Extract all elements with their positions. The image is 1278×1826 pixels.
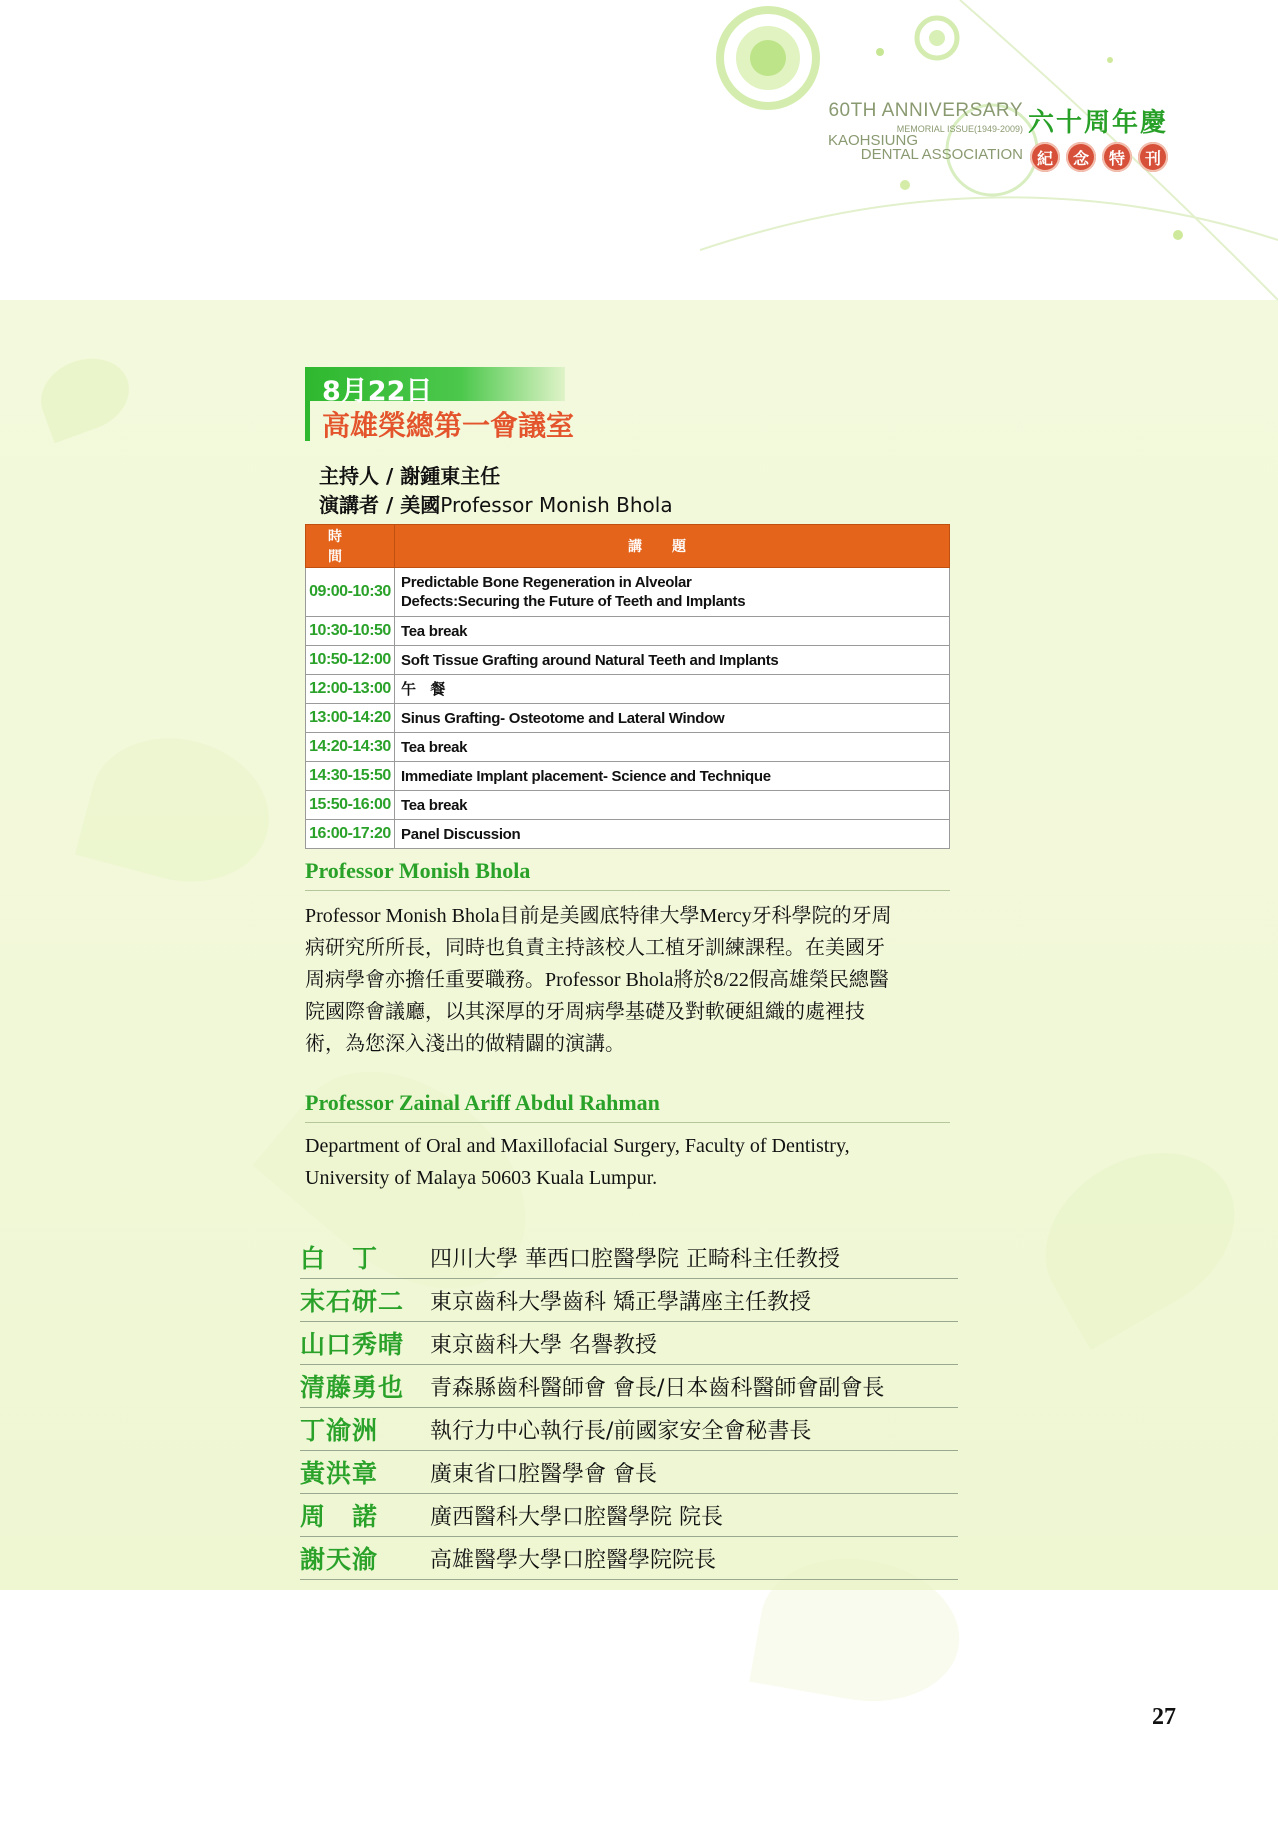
header-en-line3: KAOHSIUNG <box>828 132 919 149</box>
header-chinese-title: 六十周年慶 <box>1028 108 1169 138</box>
stamp-char: 紀 <box>1030 142 1060 172</box>
stamp-char: 特 <box>1102 142 1132 172</box>
row-topic: Immediate Implant placement- Science and Technique <box>395 762 950 791</box>
speaker-prefix: 演講者 / 美國 <box>319 493 441 517</box>
row-topic: Panel Discussion <box>395 820 950 849</box>
row-topic: 午 餐 <box>395 675 950 704</box>
bio1-line: Professor Monish Bhola目前是美國底特律大學Mercy牙科學院的牙周 <box>305 905 892 927</box>
list-item <box>300 1451 958 1494</box>
guest-name: 清藤勇也 <box>300 1373 405 1402</box>
bio1-rule <box>305 890 950 891</box>
list-item <box>300 1408 958 1451</box>
row-topic: Sinus Grafting- Osteotome and Lateral Window <box>395 704 950 733</box>
table-row <box>306 704 950 733</box>
row-time: 10:30-10:50 <box>306 617 395 646</box>
list-item <box>300 1236 958 1279</box>
guest-title: 高雄醫學大學口腔醫學院院長 <box>430 1547 717 1573</box>
bio2-rule <box>305 1122 950 1123</box>
schedule-table <box>305 524 950 849</box>
table-row <box>306 820 950 849</box>
session-speaker <box>319 489 673 518</box>
stamp-char: 念 <box>1066 142 1096 172</box>
guest-title: 廣西醫科大學口腔醫學院 院長 <box>430 1504 723 1530</box>
header-time: 時間 <box>306 525 395 568</box>
guest-title: 四川大學 華西口腔醫學院 正畸科主任教授 <box>430 1246 840 1272</box>
row-topic: Tea break <box>395 617 950 646</box>
row-time: 15:50-16:00 <box>306 791 395 820</box>
topic-line: Defects:Securing the Future of Teeth and Implants <box>401 593 746 610</box>
page-number: 27 <box>1152 1704 1176 1730</box>
table-row <box>306 675 950 704</box>
table-row <box>306 646 950 675</box>
row-time: 13:00-14:20 <box>306 704 395 733</box>
bio2-line: University of Malaya 50603 Kuala Lumpur. <box>305 1167 658 1189</box>
table-row <box>306 617 950 646</box>
session-host: 主持人 / 謝鍾東主任 <box>319 464 501 488</box>
header-english-title <box>798 100 1023 163</box>
guest-name: 周 諾 <box>300 1502 379 1531</box>
row-time: 14:30-15:50 <box>306 762 395 791</box>
guest-title: 東京齒科大學 名譽教授 <box>430 1332 657 1358</box>
guest-name: 謝天渝 <box>300 1545 379 1574</box>
bio1-text <box>305 900 953 1060</box>
row-topic: Tea break <box>395 791 950 820</box>
bio1-line: 術，為您深入淺出的做精闢的演講。 <box>305 1033 625 1055</box>
guest-list <box>300 1236 958 1580</box>
row-topic: Tea break <box>395 733 950 762</box>
session-date: 8月22日 <box>322 376 433 407</box>
guest-title: 廣東省口腔醫學會 會長 <box>430 1461 657 1487</box>
bio2-title: Professor Zainal Ariff Abdul Rahman <box>305 1090 660 1115</box>
speaker-name: Professor Monish Bhola <box>440 493 673 517</box>
guest-name: 山口秀晴 <box>300 1330 405 1359</box>
list-item <box>300 1322 958 1365</box>
row-time: 10:50-12:00 <box>306 646 395 675</box>
table-row <box>306 762 950 791</box>
table-row <box>306 733 950 762</box>
bio1-title: Professor Monish Bhola <box>305 858 531 883</box>
topic-line: Predictable Bone Regeneration in Alveolar <box>401 574 692 591</box>
guest-title: 青森縣齒科醫師會 會長/日本齒科醫師會副會長 <box>430 1375 885 1401</box>
list-item <box>300 1279 958 1322</box>
table-header-row <box>306 525 950 568</box>
guest-name: 丁渝洲 <box>300 1416 379 1445</box>
row-time: 09:00-10:30 <box>306 568 395 617</box>
header-en-line2: MEMORIAL ISSUE(1949-2009) <box>896 124 1023 134</box>
guest-name: 白 丁 <box>300 1244 379 1273</box>
table-row <box>306 791 950 820</box>
stamp-char: 刊 <box>1138 142 1168 172</box>
row-time: 12:00-13:00 <box>306 675 395 704</box>
guest-name: 黃洪章 <box>300 1459 379 1488</box>
row-time: 16:00-17:20 <box>306 820 395 849</box>
venue-bar <box>305 401 310 441</box>
row-time: 14:20-14:30 <box>306 733 395 762</box>
guest-name: 末石研二 <box>300 1287 405 1316</box>
bio2-text <box>305 1130 953 1194</box>
list-item <box>300 1494 958 1537</box>
list-item <box>300 1537 958 1580</box>
bio1-line: 周病學會亦擔任重要職務。Professor Bhola將於8/22假高雄榮民總醫 <box>305 969 889 991</box>
header-stamps <box>1030 142 1168 172</box>
header-en-line1: 60TH ANNIVERSARY <box>828 100 1023 121</box>
list-item <box>300 1365 958 1408</box>
row-topic <box>395 568 950 617</box>
guest-title: 執行力中心執行長/前國家安全會秘書長 <box>430 1418 812 1444</box>
table-row <box>306 568 950 617</box>
bio1-line: 院國際會議廳，以其深厚的牙周病學基礎及對軟硬組織的處裡技 <box>305 1001 865 1023</box>
row-topic: Soft Tissue Grafting around Natural Teeth and Implants <box>395 646 950 675</box>
guest-title: 東京齒科大學齒科 矯正學講座主任教授 <box>430 1289 811 1315</box>
session-venue: 高雄榮總第一會議室 <box>322 409 575 442</box>
bio2-line: Department of Oral and Maxillofacial Surgery, Faculty of Dentistry, <box>305 1135 850 1157</box>
header-topic: 講題 <box>395 525 950 568</box>
bio1-line: 病研究所所長，同時也負責主持該校人工植牙訓練課程。在美國牙 <box>305 937 885 959</box>
header-en-line4: DENTAL ASSOCIATION <box>860 146 1023 163</box>
